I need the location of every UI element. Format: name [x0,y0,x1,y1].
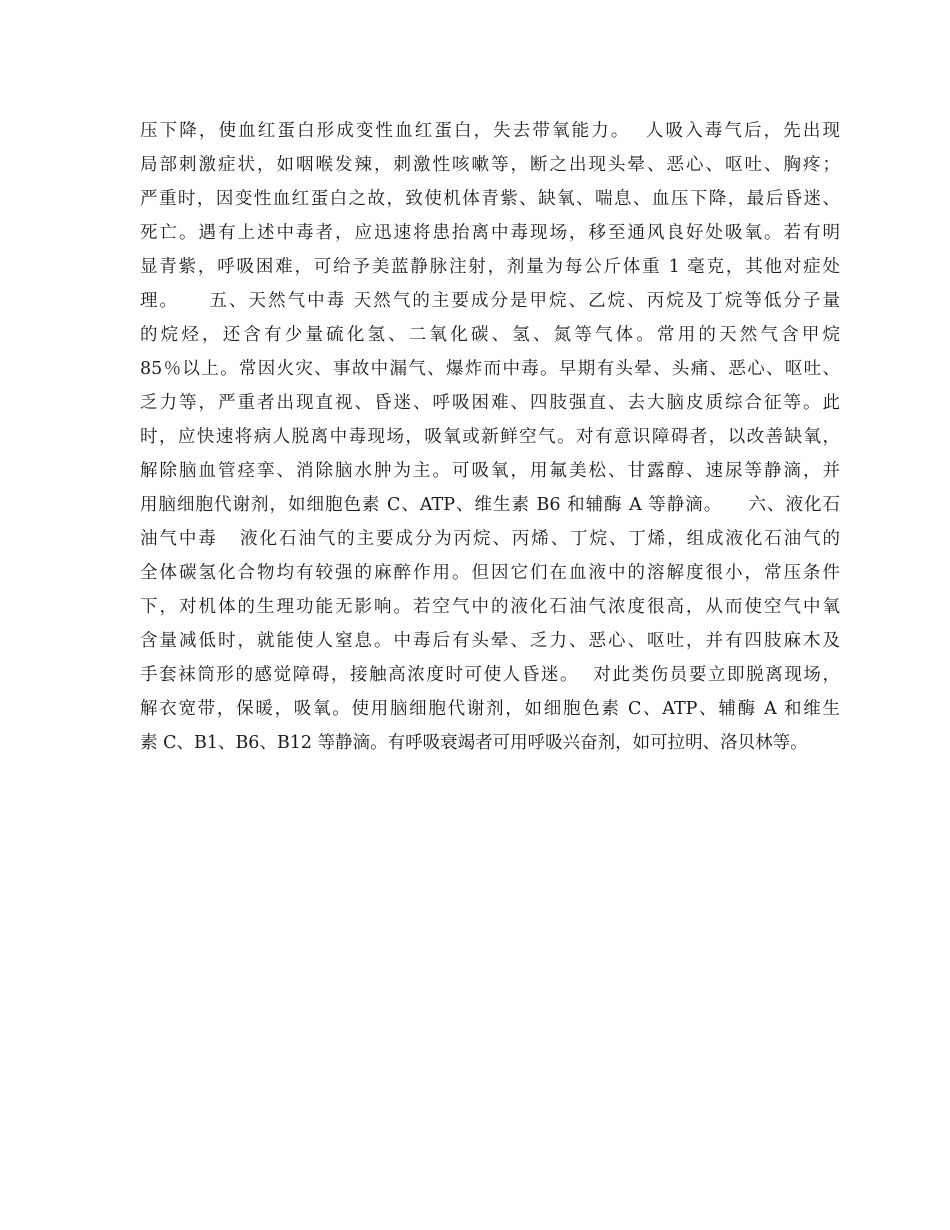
text-line-2: 局部刺激症状，如咽喉发辣，刺激性咳嗽等，断之出现头晕、恶心、呕吐、胸疼； [140,155,840,175]
text-line-19: 素 C、B1、B6、B12 等静滴。有呼吸衰竭者可用呼吸兴奋剂，如可拉明、洛贝林等。 [140,733,808,753]
text-line-18: 解衣宽带，保暖，吸氧。使用脑细胞代谢剂，如细胞色素 C、ATP、辅酶 A 和维生 [140,699,840,719]
text-line-15: 下，对机体的生理功能无影响。若空气中的液化石油气浓度很高，从而使空气中氧 [140,597,840,617]
text-line-8: 85％以上。常因火灾、事故中漏气、爆炸而中毒。早期有头晕、头痛、恶心、呕吐、 [140,359,840,379]
text-line-11: 解除脑血管痉挛、消除脑水肿为主。可吸氧，用氟美松、甘露醇、速尿等静滴，并 [140,461,840,481]
text-line-16: 含量减低时，就能使人窒息。中毒后有头晕、乏力、恶心、呕吐，并有四肢麻木及 [140,631,840,651]
text-line-10: 时，应快速将病人脱离中毒现场，吸氧或新鲜空气。对有意识障碍者，以改善缺氧， [140,427,840,447]
text-line-9: 乏力等，严重者出现直视、昏迷、呼吸困难、四肢强直、去大脑皮质综合征等。此 [140,393,840,413]
text-line-1: 压下降，使血红蛋白形成变性血红蛋白，失去带氧能力。 人吸入毒气后，先出现 [140,121,840,141]
text-line-12: 用脑细胞代谢剂，如细胞色素 C、ATP、维生素 B6 和辅酶 A 等静滴。 六、液化石 [140,495,840,515]
text-line-5: 显青紫，呼吸困难，可给予美蓝静脉注射，剂量为每公斤体重 1 毫克，其他对症处 [140,257,840,277]
text-line-4: 死亡。遇有上述中毒者，应迅速将患抬离中毒现场，移至通风良好处吸氧。若有明 [140,223,840,243]
text-line-7: 的烷烃，还含有少量硫化氢、二氧化碳、氢、氮等气体。常用的天然气含甲烷 [140,325,840,345]
text-line-6: 理。 五、天然气中毒 天然气的主要成分是甲烷、乙烷、丙烷及丁烷等低分子量 [140,291,840,311]
text-line-13: 油气中毒 液化石油气的主要成分为丙烷、丙烯、丁烷、丁烯，组成液化石油气的 [140,529,840,549]
text-line-3: 严重时，因变性血红蛋白之故，致使机体青紫、缺氧、喘息、血压下降，最后昏迷、 [140,189,840,209]
text-line-14: 全体碳氢化合物均有较强的麻醉作用。但因它们在血液中的溶解度很小，常压条件 [140,563,840,583]
text-line-17: 手套袜筒形的感觉障碍，接触高浓度时可使人昏迷。 对此类伤员要立即脱离现场， [140,665,840,685]
body-text [140,114,840,760]
